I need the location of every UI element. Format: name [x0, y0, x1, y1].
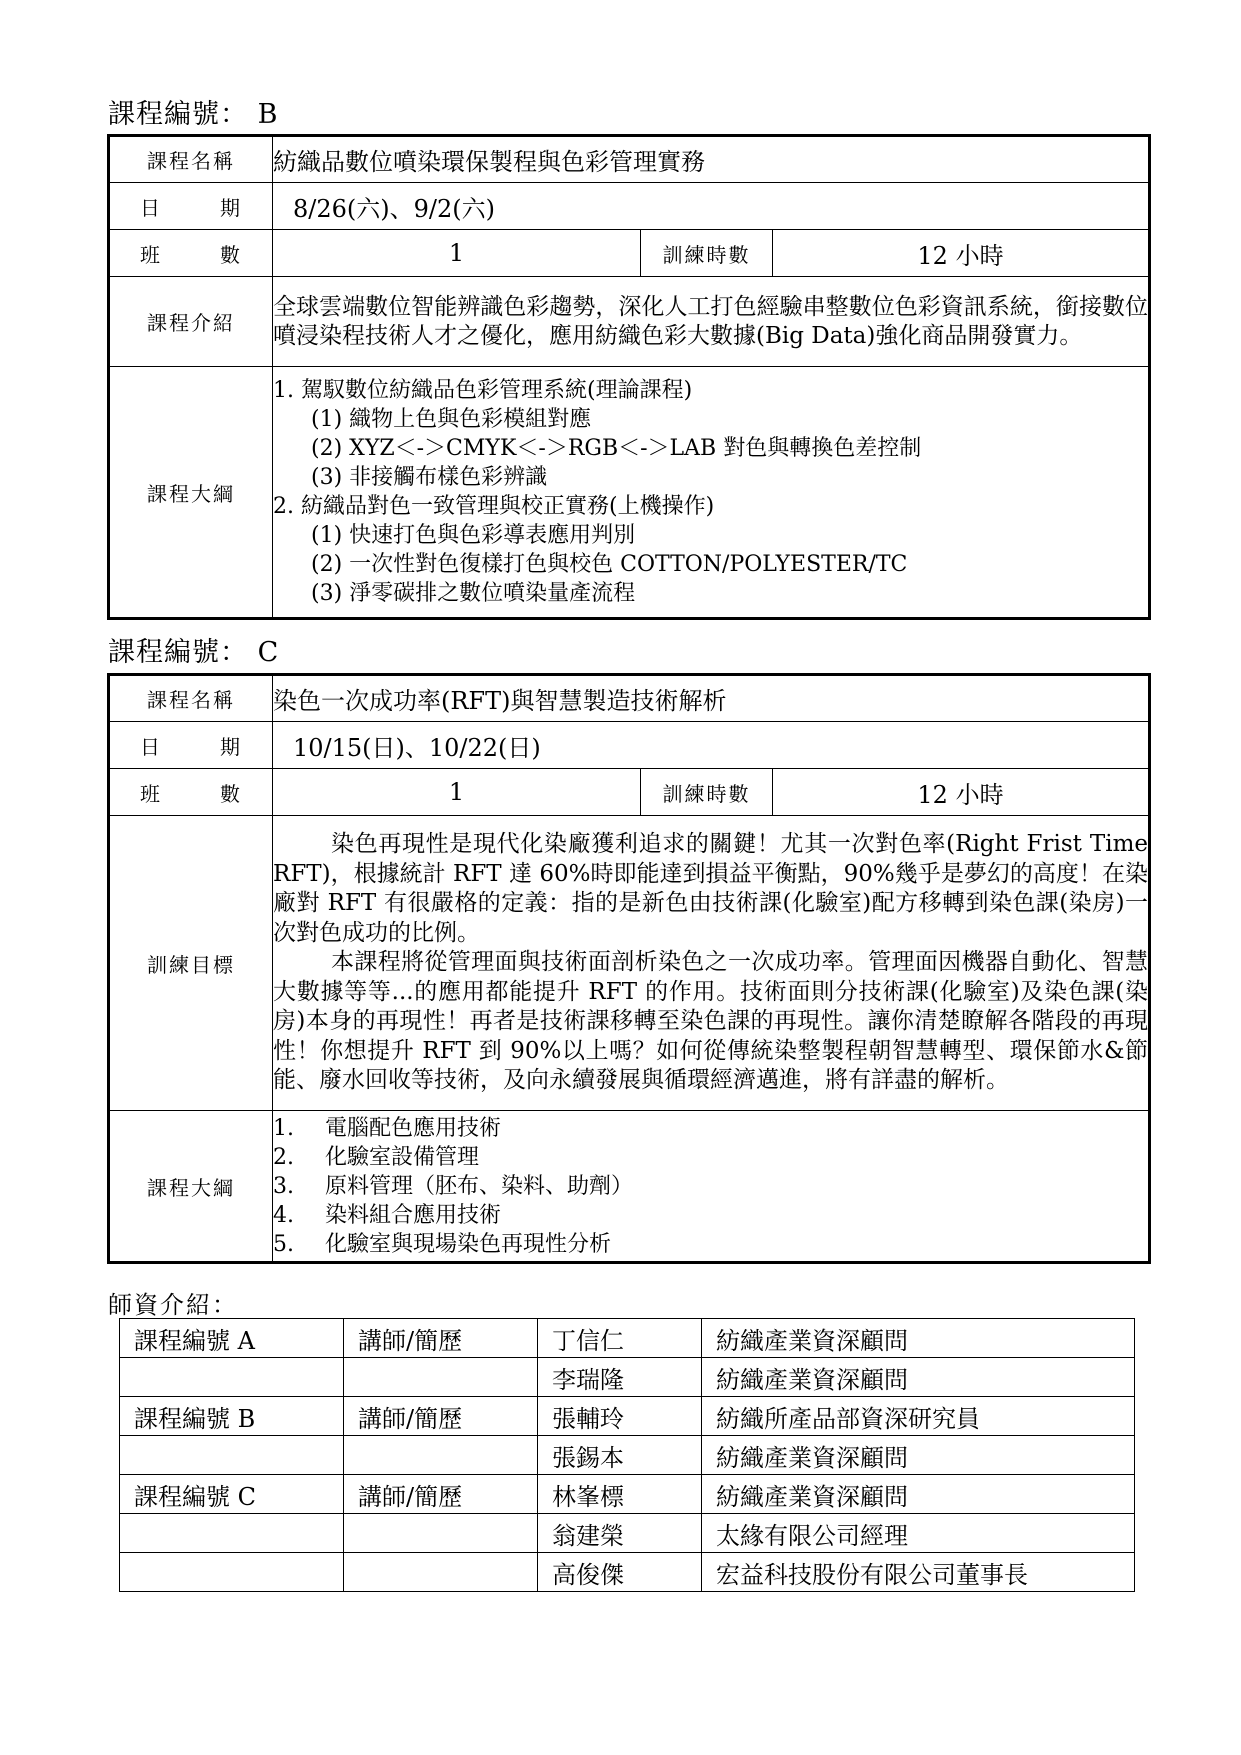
teacher-title-cell: 太緣有限公司經理 — [702, 1514, 1135, 1553]
course-name-label: 課程名稱 — [109, 675, 273, 722]
role-cell: 講師/簡歷 — [344, 1319, 538, 1358]
outline-item: 5. 化驗室與現場染色再現性分析 — [273, 1231, 612, 1257]
outline-label: 課程大綱 — [109, 367, 273, 619]
outline-subitem: (3) 非接觸布樣色彩辨識 — [311, 465, 548, 490]
course-name: 染色一次成功率(RFT)與智慧製造技術解析 — [273, 675, 1150, 722]
hours-label: 訓練時數 — [641, 230, 773, 277]
teacher-row — [120, 1319, 1135, 1358]
role-cell: 講師/簡歷 — [344, 1397, 538, 1436]
course-code-cell: 課程編號 C — [120, 1475, 344, 1514]
class-count-label: 班 數 — [109, 769, 273, 816]
outline-item: 3. 原料管理（胚布、染料、助劑） — [273, 1173, 634, 1199]
class-count: 1 — [273, 769, 641, 816]
role-cell — [344, 1553, 538, 1592]
outline-item: 2. 紡織品對色一致管理與校正實務(上機操作) — [273, 494, 715, 519]
course-name-label: 課程名稱 — [109, 136, 273, 183]
outline-subitem: (1) 快速打色與色彩導表應用判別 — [311, 523, 636, 548]
course-name: 紡織品數位噴染環保製程與色彩管理實務 — [273, 136, 1150, 183]
teacher-name-cell: 林峯標 — [538, 1475, 702, 1514]
course-code-cell — [120, 1514, 344, 1553]
outline-item: 1. 電腦配色應用技術 — [273, 1115, 502, 1141]
training-goal — [273, 816, 1150, 1111]
teacher-name-cell: 翁建榮 — [538, 1514, 702, 1553]
course-b-heading: 課程編號： B — [108, 99, 279, 130]
teacher-row — [120, 1358, 1135, 1397]
goal-label: 訓練目標 — [109, 816, 273, 1111]
hours-value: 12 小時 — [773, 769, 1150, 816]
teacher-row — [120, 1397, 1135, 1436]
hours-value: 12 小時 — [773, 230, 1150, 277]
teacher-name-cell: 李瑞隆 — [538, 1358, 702, 1397]
course-code-cell — [120, 1553, 344, 1592]
teacher-name-cell: 張輔玲 — [538, 1397, 702, 1436]
outline-item: 4. 染料組合應用技術 — [273, 1202, 502, 1228]
teachers-table — [119, 1318, 1135, 1592]
teacher-title-cell: 紡織所產品部資深研究員 — [702, 1397, 1135, 1436]
teacher-name-cell: 丁信仁 — [538, 1319, 702, 1358]
course-intro: 全球雲端數位智能辨識色彩趨勢，深化人工打色經驗串整數位色彩資訊系統，銜接數位噴浸染程技術人才之優化，應用紡織色彩大數據(Big Data)強化商品開發實力。 — [273, 277, 1150, 367]
outline-subitem: (3) 淨零碳排之數位噴染量產流程 — [311, 581, 636, 606]
teacher-title-cell: 紡織產業資深顧問 — [702, 1475, 1135, 1514]
teacher-row — [120, 1436, 1135, 1475]
outline-subitem: (1) 織物上色與色彩模組對應 — [311, 407, 592, 432]
outline-item: 2. 化驗室設備管理 — [273, 1144, 480, 1170]
date-label: 日 期 — [109, 722, 273, 769]
course-code-cell: 課程編號 A — [120, 1319, 344, 1358]
teacher-title-cell: 紡織產業資深顧問 — [702, 1319, 1135, 1358]
role-cell — [344, 1358, 538, 1397]
intro-label: 課程介紹 — [109, 277, 273, 367]
teacher-name-cell: 高俊傑 — [538, 1553, 702, 1592]
role-cell: 講師/簡歷 — [344, 1475, 538, 1514]
goal-paragraph: 本課程將從管理面與技術面剖析染色之一次成功率。管理面因機器自動化、智慧大數據等等...的應用都能提升 RFT 的作用。技術面則分技術課(化驗室)及染色課(染房)本身的再現性！再者是技術課移轉至染色課的再現性。讓你清楚瞭解各階段的再現性！你想提升 RFT 到 90%以上嗎？如何從傳統染整製程朝智慧轉型、環保節水&節能、廢水回收等技術，及向永續發展與循環經濟邁進，將有詳盡的解析。 — [273, 949, 1148, 1094]
role-cell — [344, 1514, 538, 1553]
role-cell — [344, 1436, 538, 1475]
outline-subitem: (2) XYZ＜-＞CMYK＜-＞RGB＜-＞LAB 對色與轉換色差控制 — [311, 436, 922, 461]
hours-label: 訓練時數 — [641, 769, 773, 816]
course-date: 8/26(六)、9/2(六) — [273, 183, 1150, 230]
date-label: 日 期 — [109, 183, 273, 230]
outline-subitem: (2) 一次性對色復樣打色與校色 COTTON/POLYESTER/TC — [311, 552, 908, 577]
teacher-title-cell: 紡織產業資深顧問 — [702, 1436, 1135, 1475]
course-c-heading: 課程編號： C — [108, 637, 280, 668]
goal-paragraph: 染色再現性是現代化染廠獲利追求的關鍵！尤其一次對色率(Right Frist Time RFT)，根據統計 RFT 達 60%時即能達到損益平衡點，90%幾乎是夢幻的高度！在染廠對 RFT 有很嚴格的定義：指的是新色由技術課(化驗室)配方移轉到染色課(染房)一次對色成功的比例。 — [273, 831, 1148, 946]
teacher-row — [120, 1475, 1135, 1514]
outline-label: 課程大綱 — [109, 1111, 273, 1263]
course-b-table — [107, 134, 1151, 620]
outline-item: 1. 駕馭數位紡織品色彩管理系統(理論課程) — [273, 378, 693, 403]
course-outline — [273, 367, 1150, 619]
teacher-row — [120, 1553, 1135, 1592]
teacher-title-cell: 紡織產業資深顧問 — [702, 1358, 1135, 1397]
course-code-cell: 課程編號 B — [120, 1397, 344, 1436]
course-code-cell — [120, 1436, 344, 1475]
teacher-title-cell: 宏益科技股份有限公司董事長 — [702, 1553, 1135, 1592]
course-outline — [273, 1111, 1150, 1263]
course-date: 10/15(日)、10/22(日) — [273, 722, 1150, 769]
course-code-cell — [120, 1358, 344, 1397]
teachers-title: 師資介紹： — [108, 1291, 238, 1319]
teacher-name-cell: 張錫本 — [538, 1436, 702, 1475]
teacher-row — [120, 1514, 1135, 1553]
class-count-label: 班 數 — [109, 230, 273, 277]
course-c-table — [107, 673, 1151, 1264]
class-count: 1 — [273, 230, 641, 277]
